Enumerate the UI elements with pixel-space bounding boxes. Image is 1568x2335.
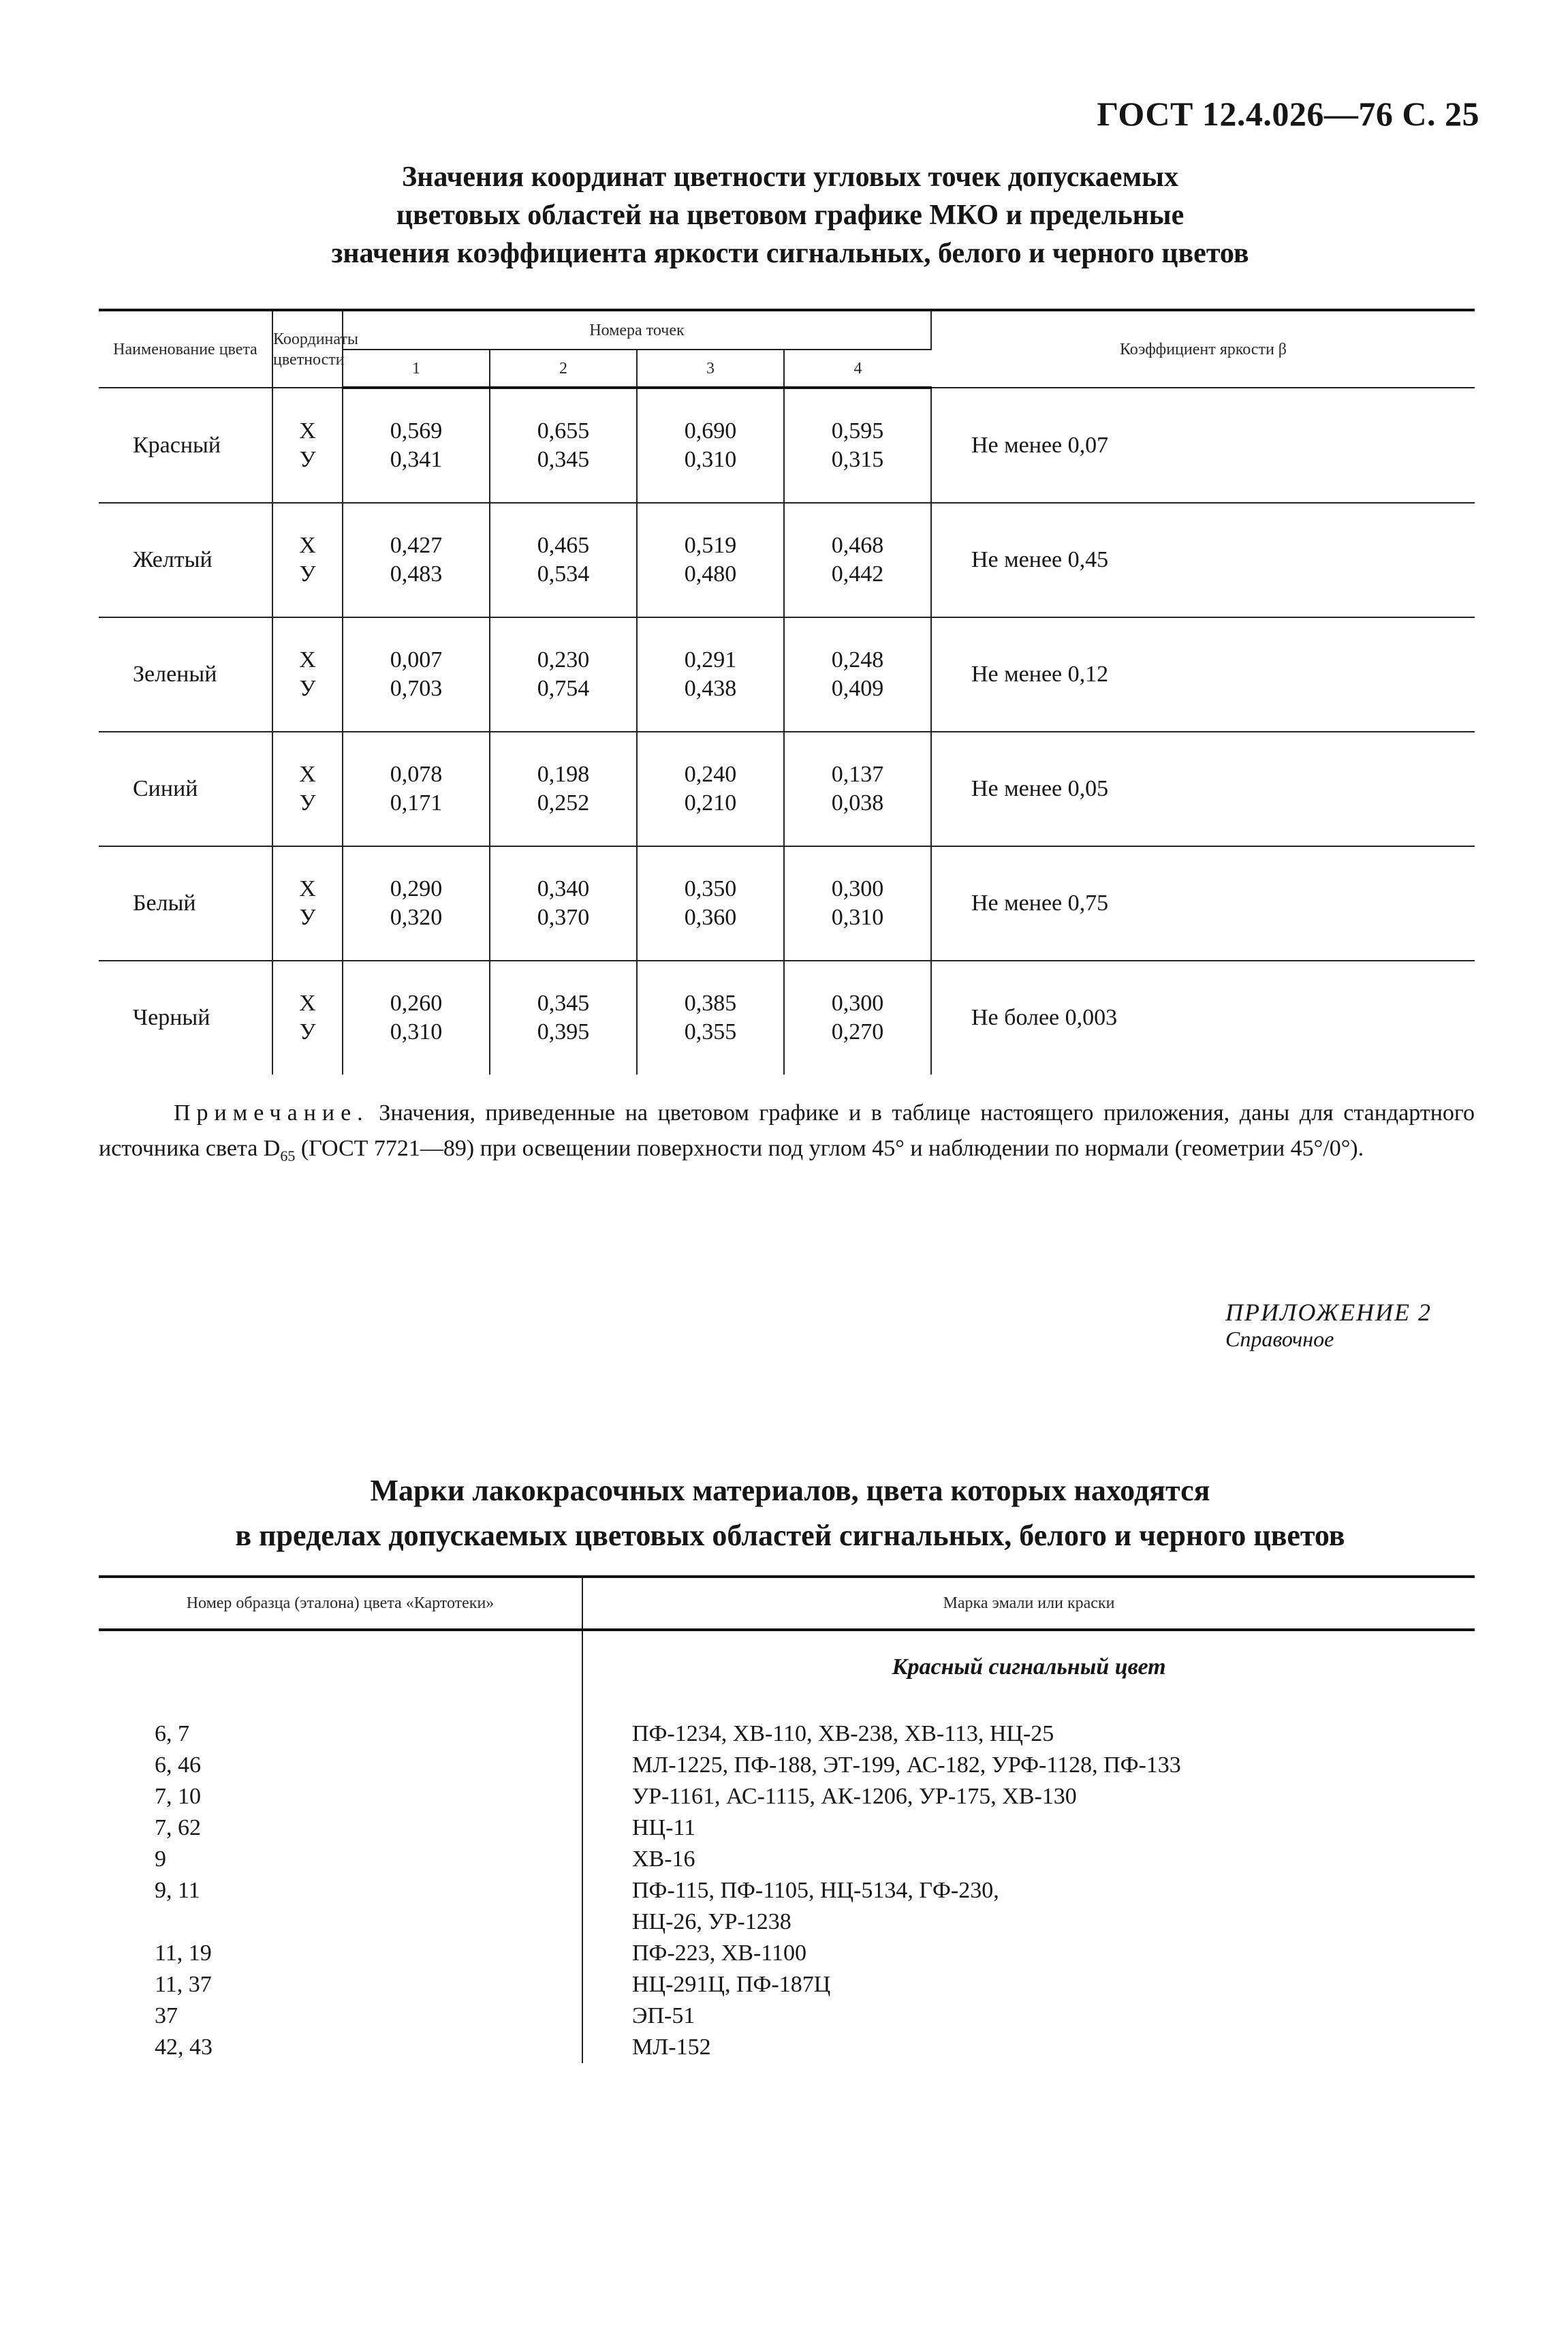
- point-cell: [784, 846, 931, 961]
- y-value: 0,480: [684, 561, 737, 587]
- sample-number: 7, 62: [99, 1812, 582, 1844]
- y-value: 0,483: [390, 561, 443, 587]
- paint-brand: НЦ-11: [632, 1815, 696, 1840]
- paint-brand: МЛ-1225, ПФ-188, ЭТ-199, АС-182, УРФ-1128, ПФ-133: [632, 1752, 1181, 1778]
- paint-brand: ПФ-1234, ХВ-110, ХВ-238, ХВ-113, НЦ-25: [632, 1721, 1054, 1746]
- chromaticity-table-body: [99, 388, 1475, 1074]
- table1-title-line: Значения координат цветности угловых точек допускаемых: [402, 161, 1178, 193]
- y-value: 0,341: [390, 447, 443, 472]
- point-cell: [490, 503, 637, 617]
- x-value: 0,569: [390, 418, 443, 444]
- paint-brand: ЭП-51: [632, 2003, 695, 2028]
- x-value: 0,468: [831, 533, 884, 558]
- y-value: 0,345: [537, 447, 590, 472]
- brightness-coef: Не менее 0,45: [971, 547, 1109, 572]
- color-name: Зеленый: [99, 617, 272, 732]
- sample-number: [99, 1906, 582, 1938]
- x-value: 0,007: [390, 647, 443, 672]
- section-heading: Красный сигнальный цвет: [892, 1654, 1166, 1680]
- point-cell: [637, 388, 784, 503]
- table-row: [99, 1718, 1475, 1750]
- y-value: 0,252: [537, 790, 590, 816]
- y-value: 0,310: [390, 1019, 443, 1045]
- x-value: 0,300: [831, 991, 884, 1016]
- x-value: 0,519: [684, 533, 737, 558]
- table-row: [99, 503, 1475, 617]
- point-cell: [637, 732, 784, 846]
- table2-title-line: в пределах допускаемых цветовых областей сигнальных, белого и черного цветов: [235, 1519, 1345, 1552]
- axis-label: X: [299, 762, 316, 787]
- axis-labels: [272, 961, 343, 1074]
- note-subscript: 65: [280, 1147, 296, 1164]
- x-value: 0,427: [390, 533, 443, 558]
- col-header-sample: Номер образца (эталона) цвета «Картотеки»: [99, 1577, 582, 1630]
- paint-brand: МЛ-152: [632, 2035, 711, 2060]
- table-row: [99, 961, 1475, 1074]
- axis-labels: [272, 388, 343, 503]
- axis-labels: [272, 846, 343, 961]
- point-cell: [490, 732, 637, 846]
- point-cell: [637, 961, 784, 1074]
- point-cell: [343, 503, 490, 617]
- x-value: 0,690: [684, 418, 737, 444]
- point-cell: [784, 617, 931, 732]
- axis-label: У: [299, 676, 316, 701]
- col-header-point-3: 3: [637, 350, 784, 388]
- table-row: [99, 1750, 1475, 1781]
- section-row: [99, 1630, 1475, 1718]
- table1-title-line: цветовых областей на цветовом графике МКО и предельные: [396, 200, 1185, 231]
- y-value: 0,315: [831, 447, 884, 472]
- brightness-coef: Не более 0,003: [971, 1005, 1118, 1030]
- paint-brand: НЦ-291Ц, ПФ-187Ц: [632, 1972, 831, 1997]
- color-name: Синий: [99, 732, 272, 846]
- y-value: 0,171: [390, 790, 443, 816]
- x-value: 0,260: [390, 991, 443, 1016]
- x-value: 0,345: [537, 991, 590, 1016]
- y-value: 0,370: [537, 905, 590, 930]
- sample-number: 42, 43: [99, 2032, 582, 2063]
- table-row: [99, 1938, 1475, 1969]
- x-value: 0,340: [537, 876, 590, 901]
- y-value: 0,395: [537, 1019, 590, 1045]
- sample-number: 6, 7: [99, 1718, 582, 1750]
- section-row-spacer: [99, 1630, 582, 1718]
- x-value: 0,655: [537, 418, 590, 444]
- point-cell: [343, 846, 490, 961]
- y-value: 0,534: [537, 561, 590, 587]
- point-cell: [490, 388, 637, 503]
- point-cell: [784, 503, 931, 617]
- x-value: 0,465: [537, 533, 590, 558]
- table-row: [99, 388, 1475, 503]
- x-value: 0,350: [684, 876, 737, 901]
- table-row: [99, 1844, 1475, 1875]
- x-value: 0,595: [831, 418, 884, 444]
- point-cell: [784, 961, 931, 1074]
- y-value: 0,360: [684, 905, 737, 930]
- y-value: 0,409: [831, 676, 884, 701]
- axis-labels: [272, 732, 343, 846]
- y-value: 0,038: [831, 790, 884, 816]
- x-value: 0,300: [831, 876, 884, 901]
- col-header-brand: Марка эмали или краски: [582, 1577, 1475, 1630]
- point-cell: [784, 388, 931, 503]
- axis-label: У: [299, 446, 316, 472]
- appendix-title: ПРИЛОЖЕНИЕ 2: [1225, 1299, 1432, 1326]
- y-value: 0,703: [390, 676, 443, 701]
- sample-number: 9: [99, 1844, 582, 1875]
- axis-label: У: [299, 561, 316, 587]
- sample-number: 37: [99, 2000, 582, 2032]
- page-header: ГОСТ 12.4.026—76 С. 25: [1097, 95, 1479, 133]
- appendix-label: [1225, 1298, 1432, 1352]
- chromaticity-table: [99, 309, 1475, 1074]
- table-row: [99, 1812, 1475, 1844]
- table-row: [99, 1781, 1475, 1812]
- note-label: Примечание.: [174, 1100, 369, 1126]
- point-cell: [637, 846, 784, 961]
- y-value: 0,438: [684, 676, 737, 701]
- point-cell: [637, 503, 784, 617]
- sample-number: 11, 19: [99, 1938, 582, 1969]
- y-value: 0,310: [831, 905, 884, 930]
- y-value: 0,320: [390, 905, 443, 930]
- x-value: 0,240: [684, 762, 737, 787]
- col-header-point-1: 1: [343, 350, 490, 388]
- note-text: Значения, приведенные на цветовом графике и в таблице настоящего приложения, даны для стандартного источника света D: [99, 1100, 1475, 1161]
- paint-brand: ХВ-16: [632, 1846, 695, 1872]
- paint-brand: ПФ-223, ХВ-1100: [632, 1940, 807, 1966]
- axis-labels: [272, 617, 343, 732]
- table-row: [99, 1906, 1475, 1938]
- x-value: 0,078: [390, 762, 443, 787]
- paint-brands-table: [99, 1575, 1475, 2063]
- paint-brand: НЦ-26, УР-1238: [632, 1909, 791, 1934]
- color-name: Черный: [99, 961, 272, 1074]
- paint-brand: ПФ-115, ПФ-1105, НЦ-5134, ГФ-230,: [632, 1878, 999, 1903]
- brightness-coef: Не менее 0,75: [971, 891, 1109, 916]
- x-value: 0,248: [831, 647, 884, 672]
- table-row: [99, 1875, 1475, 1906]
- paint-brand: УР-1161, АС-1115, АК-1206, УР-175, ХВ-130: [632, 1784, 1077, 1809]
- x-value: 0,137: [831, 762, 884, 787]
- table-row: [99, 617, 1475, 732]
- axis-label: X: [299, 876, 316, 901]
- x-value: 0,385: [684, 991, 737, 1016]
- paint-brands-table-body: [99, 1630, 1475, 2063]
- color-name: Красный: [99, 388, 272, 503]
- y-value: 0,310: [684, 447, 737, 472]
- col-header-coef: Коэффициент яркости β: [931, 310, 1475, 388]
- y-value: 0,442: [831, 561, 884, 587]
- axis-labels: [272, 503, 343, 617]
- axis-label: У: [299, 905, 316, 930]
- y-value: 0,754: [537, 676, 590, 701]
- axis-label: X: [299, 991, 316, 1016]
- axis-label: X: [299, 533, 316, 558]
- table-row: [99, 732, 1475, 846]
- point-cell: [784, 732, 931, 846]
- table1-title-line: значения коэффициента яркости сигнальных, белого и черного цветов: [331, 238, 1249, 269]
- axis-label: У: [299, 1019, 316, 1045]
- x-value: 0,290: [390, 876, 443, 901]
- point-cell: [490, 961, 637, 1074]
- axis-label: X: [299, 418, 316, 444]
- sample-number: 7, 10: [99, 1781, 582, 1812]
- point-cell: [343, 961, 490, 1074]
- table-row: [99, 1969, 1475, 2000]
- x-value: 0,230: [537, 647, 590, 672]
- col-header-name: Наименование цвета: [99, 310, 272, 388]
- point-cell: [343, 732, 490, 846]
- sample-number: 11, 37: [99, 1969, 582, 2000]
- y-value: 0,210: [684, 790, 737, 816]
- axis-label: X: [299, 647, 316, 672]
- x-value: 0,291: [684, 647, 737, 672]
- brightness-coef: Не менее 0,07: [971, 432, 1109, 458]
- table1-title: [102, 158, 1478, 273]
- col-header-point-2: 2: [490, 350, 637, 388]
- point-cell: [490, 846, 637, 961]
- point-cell: [490, 617, 637, 732]
- x-value: 0,198: [537, 762, 590, 787]
- note: [99, 1096, 1475, 1174]
- table2-title-line: Марки лакокрасочных материалов, цвета которых находятся: [370, 1474, 1210, 1507]
- col-header-point-4: 4: [784, 350, 931, 388]
- note-text-end: (ГОСТ 7721—89) при освещении поверхности под углом 45° и наблюдении по нормали (геометрии 45°/0°).: [295, 1136, 1364, 1161]
- table-row: [99, 2000, 1475, 2032]
- brightness-coef: Не менее 0,12: [971, 662, 1109, 687]
- sample-number: 6, 46: [99, 1750, 582, 1781]
- table2-title: [102, 1468, 1478, 1558]
- y-value: 0,270: [831, 1019, 884, 1045]
- y-value: 0,355: [684, 1019, 737, 1045]
- table-row: [99, 846, 1475, 961]
- point-cell: [637, 617, 784, 732]
- axis-label: У: [299, 790, 316, 816]
- table-row: [99, 2032, 1475, 2063]
- color-name: Желтый: [99, 503, 272, 617]
- sample-number: 9, 11: [99, 1875, 582, 1906]
- point-cell: [343, 617, 490, 732]
- appendix-subtitle: Справочное: [1225, 1327, 1334, 1351]
- col-header-points: Номера точек: [343, 310, 931, 350]
- color-name: Белый: [99, 846, 272, 961]
- brightness-coef: Не менее 0,05: [971, 776, 1109, 801]
- col-header-coords: Координаты цветности: [272, 310, 343, 388]
- point-cell: [343, 388, 490, 503]
